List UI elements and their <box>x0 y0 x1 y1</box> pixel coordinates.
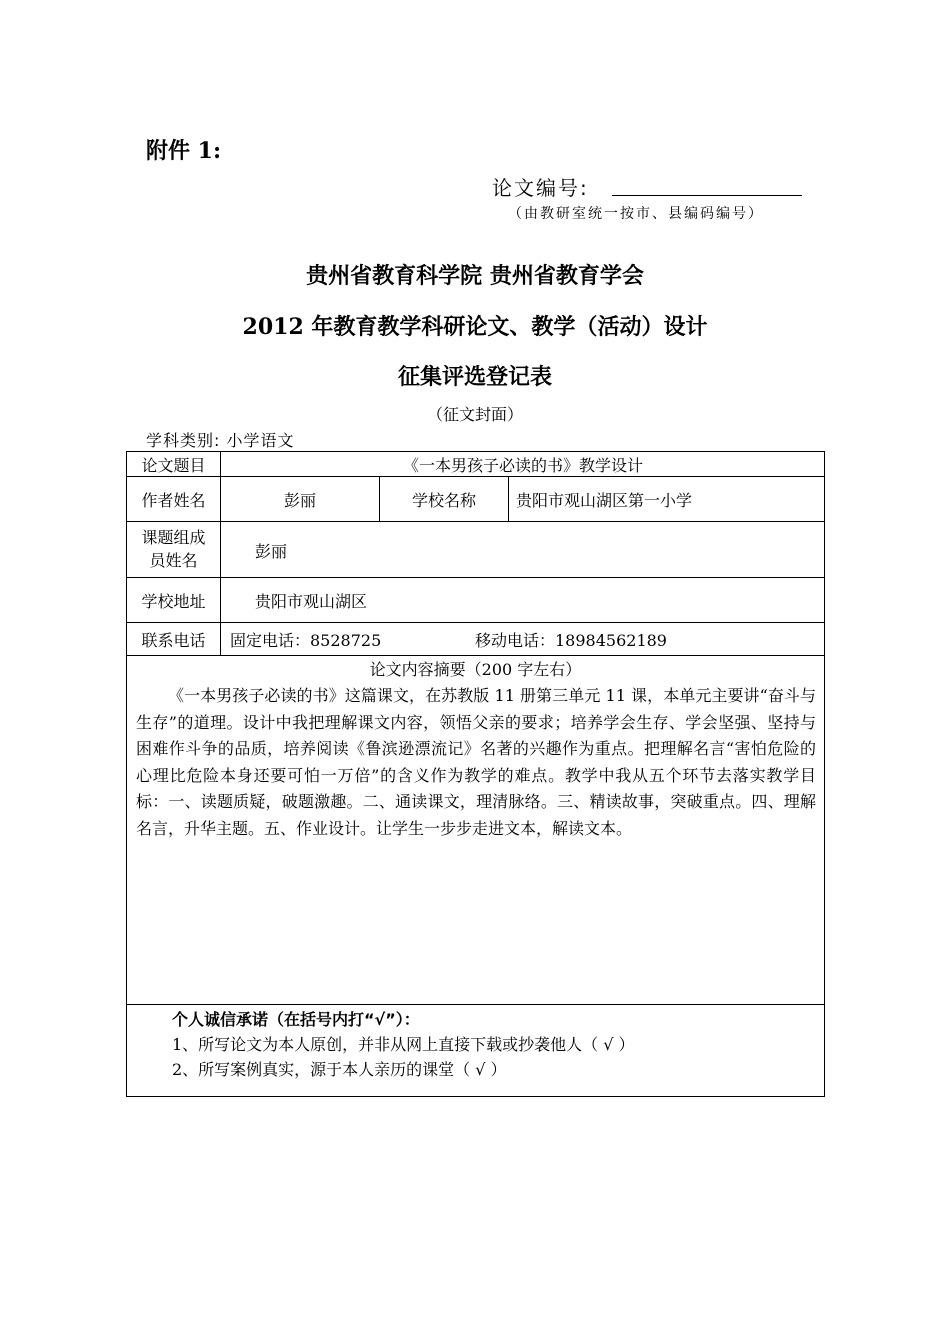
school-label: 学校名称 <box>411 491 476 510</box>
address-label: 学校地址 <box>141 592 206 611</box>
author-value[interactable]: 彭丽 <box>283 491 316 510</box>
title-label: 论文题目 <box>141 456 206 475</box>
subject-value: 小学语文 <box>226 431 295 450</box>
school-value[interactable]: 贵阳市观山湖区第一小学 <box>516 491 693 510</box>
group-label-line-1: 课题组成 <box>141 528 206 547</box>
group-members-value[interactable]: 彭丽 <box>255 542 288 561</box>
title-line-3: 征集评选登记表 <box>397 364 552 390</box>
paper-number-label: 论文编号: <box>492 176 589 200</box>
attachment-label: 附件 1: <box>146 138 222 164</box>
title-line-2: 2012 年教育教学科研论文、教学（活动）设计 <box>242 314 708 340</box>
group-members-label <box>127 526 220 572</box>
promise-item-2[interactable]: 2、所写案例真实，源于本人亲历的课堂（ √ ） <box>172 1060 507 1079</box>
landline-value[interactable]: 固定电话：8528725 <box>230 631 382 650</box>
paper-number-blank[interactable] <box>612 195 802 196</box>
mobile-value[interactable]: 移动电话：18984562189 <box>475 631 667 650</box>
title-line-1: 贵州省教育科学院 贵州省教育学会 <box>306 263 644 289</box>
cover-subtitle: （征文封面） <box>426 405 523 424</box>
abstract-body[interactable]: 《一本男孩子必读的书》这篇课文，在苏教版 11 册第三单元 11 课，本单元主要讲“奋斗与生存”的道理。设计中我把理解课文内容，领悟父亲的要求；培养学会生存、学会坚强、坚持与困难作斗争的品质，培养阅读《鲁滨逊漂流记》名著的兴趣作为重点。把理解名言“害怕危险的心理比危险本身还要可怕一万倍”的含义作为教学的难点。教学中我从五个环节去落实教学目标：一、读题质疑，破题激趣。二、通读课文，理清脉络。三、精读故事，突破重点。四、理解名言，升华主题。五、作业设计。让学生一步步走进文本，解读文本。 <box>136 686 816 838</box>
author-label: 作者姓名 <box>141 491 206 510</box>
abstract-heading: 论文内容摘要（200 字左右） <box>369 660 582 679</box>
address-value[interactable]: 贵阳市观山湖区 <box>255 592 368 611</box>
subject-label: 学科类别: <box>146 431 221 450</box>
group-label-line-2: 员姓名 <box>149 551 198 570</box>
paper-number-note: （由教研室统一按市、县编码编号） <box>508 206 764 222</box>
title-value[interactable]: 《一本男孩子必读的书》教学设计 <box>402 456 643 475</box>
subject-category <box>146 428 295 451</box>
phone-label: 联系电话 <box>141 631 206 650</box>
promise-item-1[interactable]: 1、所写论文为本人原创，并非从网上直接下载或抄袭他人（ √ ） <box>172 1035 635 1054</box>
integrity-promise-heading: 个人诚信承诺（在括号内打“√”）： <box>172 1010 420 1029</box>
